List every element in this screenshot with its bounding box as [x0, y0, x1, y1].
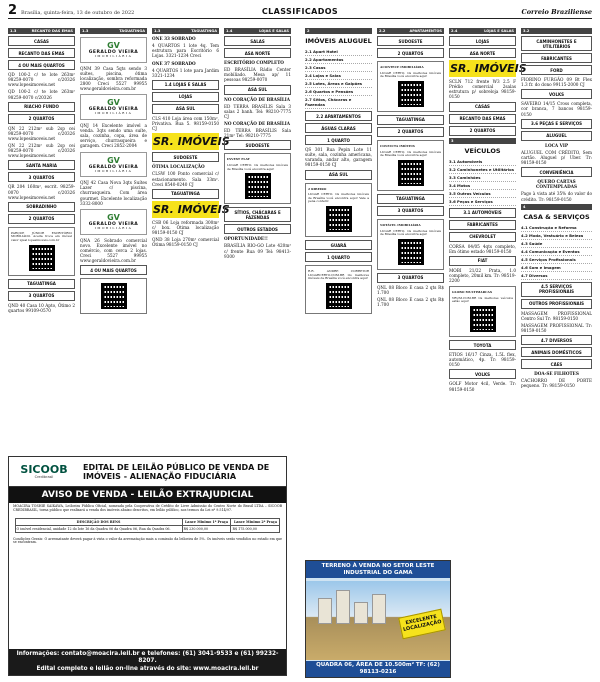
qr-ad: 2 RIBEIRO LUGAR CERTO. Os melhores imóveis de Brasília você encontra aqui! Vale a pena conferir.	[305, 183, 372, 238]
classified-ad: QN 22 212m² sub 2sp cei 98259-0070 c/20326 www.lopesimoveis.net	[8, 143, 75, 159]
classified-ad: QNL 08 Bloco E casa 2 qts R$ 1.700	[377, 297, 444, 308]
classified-ad: QNM 39 Casa 5qts sendo 3 suítes, piscina, ótima localização, sombra reformada 2800 Creci 5527 99955 www.geraldovieira.com.br	[80, 65, 147, 92]
subcategory-volks: VOLKS	[521, 89, 592, 99]
classified-ad: CLS 410 Loja área com 150m², Privativa. Rua 5. 98159-0150 CJ	[152, 115, 219, 132]
subcategory-2q: 2 QUARTOS	[8, 114, 75, 124]
subcategory-fiat: FIAT	[449, 256, 516, 266]
ad-heading: NO CORAÇÃO DE BRASÍLIA	[224, 96, 291, 102]
subcategory-casas: CASAS	[449, 102, 516, 112]
subcategory-lojas: LOJAS	[152, 92, 219, 102]
category-bar: 1.3 TAGUATINGA	[154, 29, 217, 33]
subcategory-sudoeste: SUDOESTE	[224, 140, 291, 150]
subcategory-taguatinga: TAGUATINGA	[152, 189, 219, 199]
subcategory-fabricantes: FABRICANTES	[521, 53, 592, 63]
subcategory-animais: ANIMAIS DOMÉSTICOS	[521, 347, 592, 357]
column-4	[224, 26, 291, 451]
qr-ad: CONVICTA IMÓVEIS LUGAR CERTO. Os melhores imóveis de Brasília você encontra aqui!	[377, 140, 444, 191]
auction-banner: AVISO DE VENDA - LEILÃO EXTRAJUDICIAL	[9, 487, 286, 503]
subcategory-1q: 1 QUARTO	[305, 135, 372, 145]
subcategory-salas: SALAS	[224, 36, 291, 46]
subcategory-sobradinho: SOBRADINHO	[8, 202, 75, 212]
subcategory-chevrolet: CHEVROLET	[449, 232, 516, 242]
subcategory-toyota: TOYOTA	[449, 340, 516, 350]
subcategory-sudoeste: SUDOESTE	[377, 36, 444, 46]
classified-ad: QNL 08 Bloco E casa 2 qts R$ 1.700	[377, 284, 444, 296]
qr-ad: NOTÁVEL IMOBILIÁRIA LUGAR CERTO. Os melhores imóveis de Brasília você encontra aqui!	[377, 219, 444, 270]
subcategory-2q: 2 QUARTOS	[377, 48, 444, 58]
classified-ad: QND 38 Loja 270m² comercial Ótima 98159-0150 CJ	[152, 237, 219, 248]
subcategory-outros-prof: OUTROS PROFISSIONAIS	[521, 299, 592, 309]
subcategory-fabricantes: FABRICANTES	[449, 220, 516, 230]
terreno-title: TERRENO À VENDA NO SETOR LESTE INDUSTRIAL DO GAMA	[306, 561, 450, 578]
subcategory-asa-norte: ASA NORTE	[224, 48, 291, 58]
subcategory-volks: VOLKS	[449, 369, 516, 379]
ad-heading: LOCA VIP	[545, 142, 568, 148]
subcategory-sudoeste: SUDOESTE	[152, 152, 219, 162]
subcategory-taguatinga: TAGUATINGA	[377, 194, 444, 204]
sicoob-auction-ad	[8, 456, 287, 676]
category-bar: 2.2 APARTAMENTOS	[379, 29, 442, 33]
classified-ad: QS 301 Rua Pepin Lote 11 suíte, sala, cozinha americana, varanda, andar alto, garagem 98159-0150 CJ	[305, 147, 372, 168]
qr-ad: PARQUE JÚNIOR ESCRITÓRIO MOBILIÁDO. Aceita troca em imóvel valor igual lopesimoveis.com.br	[8, 227, 75, 276]
subcategory-diversos: 4.7 DIVERSOS	[521, 335, 592, 345]
classified-ad: Pago à vista até 35% do valor do crédito. Tr: 98159-0150	[521, 191, 592, 202]
subcategory-recanto: RECANTO DAS EMAS	[449, 114, 516, 124]
classified-ad: MASSAGEM PROFISSIONAL Tr: 98159-0150	[521, 322, 592, 333]
classified-ad: SAVEIRO 14/15 Cross completa, cor branca, 7 bancos 98159-0150	[521, 101, 592, 117]
classified-ad: QR 204 160m², escrit. 98259-0070 c/20326 www.lopesimoveis.net	[8, 184, 75, 200]
subcategory-3q: 3 QUARTOS	[8, 291, 75, 301]
category-bar: 1.3 RECANTO DAS EMAS	[10, 29, 73, 33]
subcategory-aguas-claras: ÁGUAS CLARAS	[305, 123, 372, 133]
subcategory-aluguel: ALUGUEL	[521, 131, 592, 141]
classified-ad: ALUGUEL COM CRÉDITO, Sem cartão. Aluguel p/ Uber. Tr: 98159-0150	[521, 149, 592, 165]
subcategory-conveniencia: CONVENIÊNCIA	[521, 167, 592, 177]
classified-ad: 4 QUARTOS 1 lote para Jardim 3321-1234	[152, 67, 219, 78]
classified-ad: CORSA 04/05 4qts completo, Em ótimo estado 98159-0150	[449, 243, 516, 254]
geraldo-vieira-logo: GV GERALDO VIEIRA IMOBILIÁRIA	[80, 152, 147, 178]
column-3	[152, 26, 230, 451]
classified-ad: GOLF Motor 4cil, Verde. Tr: 98159-0150	[449, 381, 516, 392]
qr-code-icon	[101, 283, 127, 309]
section-index: 3.1 Automóveis 3.2 Caminhonetes e Utilitários 3.3 Caminhões 3.4 Motos 3.5 Outros Veículos 3.6 Peças e Serviços	[449, 158, 515, 204]
subcategory-taguatinga: TAGUATINGA	[377, 115, 444, 125]
classified-ad: SCLN 712 frente W3 2.5 F Prédio comercial 2salas estrutura p/ sobreloja 98159-0150	[449, 79, 516, 100]
classified-ad: MOBI 21/22 Prata, 1.0 completo, 20mil km. Tr: 98519-2200	[449, 267, 516, 283]
classified-ad: QNA 26 Sobrado comercial novo. Excelente imóvel no comércio, com cerca 2 lojas. Creci 5527 99955 www.geraldovieira.com.br	[80, 237, 147, 263]
subcategory-casas: CASAS	[8, 36, 75, 46]
subcategory-3q: 3 QUARTOS	[8, 172, 75, 182]
table-row: O imóvel residencial, unidade 12 do lote 16 da Quadra 06 da Quadra 06, Rua da Quadra 06. R$ 230.000,00 R$ 175.000,00	[15, 525, 280, 532]
ad-heading: OPORTUNIDADE!!	[224, 236, 268, 242]
auction-text: Condições Gerais: O arrematante deverá pagar à vista o valor da arrematação mais a comissão da leiloeira de 5%. Os imóveis serão vendidos no estado em que se encontram.	[13, 536, 282, 545]
qr-code-icon	[326, 283, 352, 309]
sr-imoveis-logo: SR. IMÓVEIS	[153, 135, 230, 149]
qr-code-icon	[29, 245, 55, 271]
ad-heading: ESCRITÓRIO COMPLETO	[224, 60, 284, 65]
subcategory-lojas-salas: 1.4 LOJAS E SALAS	[152, 80, 219, 90]
category-bar: 2.4 LOJAS E SALAS	[451, 29, 514, 33]
qr-ad: R.R. ANDRE CORRETOR LUGARCERTO.COM.BR Os melhores imóveis de Brasília você encontra aqui!	[305, 265, 372, 314]
classified-ad: ED BRASÍLIA Rádio Center mobiliado. Mesa ap/ 11 pessoas 98259-0070	[224, 67, 291, 83]
ad-heading: ONE 33 SOBRADO	[152, 36, 196, 41]
qr-code-icon	[398, 239, 424, 265]
section-index: 4.1 Construção e Reforma 4.2 Moda, Vestuário e Beleza 4.3 Saúde 4.4 Comunicação e Eventos 4.5 Serviços Profissionais 4.6 Som e Imagem 4.7 Diversos	[521, 224, 592, 280]
subcategory-caminhonetes: CAMINHONETES E UTILITÁRIOS	[521, 36, 592, 51]
column-8	[521, 26, 592, 678]
subcategory-guara: GUARÁ	[305, 240, 372, 250]
qr-code-icon	[398, 160, 424, 186]
classified-ad: QD 100-2 c/ te lote 263m² 98259-0070 c/20326 www.lopesimoveis.net	[8, 72, 75, 88]
section-title: CLASSIFICADOS	[261, 7, 339, 16]
subcategory-4q: 4 OU MAIS QUARTOS	[80, 265, 147, 275]
subcategory-automoveis: 3.1 AUTOMÓVEIS	[449, 208, 516, 218]
qr-ad: INVEST FLAT LUGAR CERTO. Os melhores imóveis de Brasília você encontra aqui!	[224, 153, 291, 204]
subcategory-1q: 1 QUARTO	[305, 252, 372, 262]
subcategory-sitios: SÍTIOS, CHÁCARAS E FAZENDAS	[224, 207, 291, 222]
classified-ad: MASSAGEM PROFISSIONAL Centro Sul Tr: 98159-0150	[521, 310, 592, 321]
category-bar: 4	[521, 204, 592, 210]
brand-logo: Correio Braziliense	[521, 8, 592, 16]
classified-ad: QD 100-2 c/ te lote 263m² 98259-0070 c/20326	[8, 89, 75, 100]
column-1	[8, 26, 75, 451]
category-bar: 1.4 LOJAS E SALAS	[226, 29, 289, 33]
excelente-localizacao-badge: EXCELENTE LOCALIZAÇÃO	[398, 609, 446, 640]
qr-code-icon	[470, 306, 496, 332]
auction-text: MOACIRA TOSHIE SAIKAWA, Leiloeira Pública Oficial, nomeada pela Cooperativa de Crédito de Livre Admissão do Centro Norte do Brasil LTDA – SICOOB CREDIBRASIL, torna público que realizará a venda dos imóveis abaixo descritos, em leilão público, nos termos da Lei nº 9.514/97.	[13, 504, 282, 512]
qr-ad	[80, 278, 147, 314]
terreno-contact: QUADRA 06, ÁREA DE 10.500m² TF: (62) 98113-0216	[306, 661, 450, 677]
ad-heading: ONE 37 SOBRADO	[152, 60, 196, 66]
ad-heading: NO CORAÇÃO DE BRASÍLIA	[224, 121, 291, 126]
classified-ad: QNJ 14 Excelente imóvel a venda. 3qts sendo uma suíte, sala, cozinha, copa, área de serviço, churrasqueira e garagem. Creci 2852-2004	[80, 122, 147, 149]
subcategory-asa-sul: ASA SUL	[152, 104, 219, 114]
subcategory-santa: SANTA MARIA	[8, 160, 75, 170]
qr-code-icon	[245, 173, 271, 199]
classified-ad: FIORINO FURGÃO 09 Bt Flex 1.3 fr. do dono 99115-2000 CJ	[521, 77, 592, 88]
subcategory-caes: CÃES	[521, 359, 592, 369]
subcategory-servicos: 4.5 SERVIÇOS PROFISSIONAIS	[521, 282, 592, 297]
subcategory-taguatinga: TAGUATINGA	[8, 279, 75, 289]
terreno-ad	[305, 560, 451, 678]
subcategory-2q: 2 QUARTOS	[449, 126, 516, 136]
column-6	[377, 26, 444, 556]
section-index: 2.1 Apart Hotel 2.2 Apartamentos 2.3 Casas 2.4 Lojas e Salas 2.5 Lotes, Áreas e Galpões 2.6 Quartos e Pensões 2.7 Sítios, Chácaras e Fazendas	[305, 48, 372, 109]
subcategory-riacho: RIACHO FUNDO	[8, 102, 75, 112]
column-7	[449, 26, 527, 678]
sr-imoveis-logo: SR. IMÓVEIS	[450, 62, 527, 75]
auction-table: DESCRIÇÃO DOS BENS Lance Mínimo 1ª Praça Lance Mínimo 2ª Praça O imóvel residencial, unidade 12 do lote 16 da Quadra 06 da Quadra 06, Rua da Quadra 06. R$ 230.000,00 R$ 175.000,00	[15, 518, 281, 533]
auction-footer: Informações: contato@moacira.leil.br e telefones: (61) 3041-9533 e (61) 99232-8207. Edital completo e leilão on-line através do site: www.moacira.leil.br	[9, 649, 286, 676]
subcategory-ford: FORD	[521, 65, 592, 75]
qr-code-icon	[326, 206, 352, 232]
qr-code-icon	[398, 81, 424, 107]
classified-ad: 4 QUARTOS 1 lote 4q. Tem estrutura para Escritório 6 Lojas. 3321-1234 Creci	[152, 43, 219, 59]
column-5	[305, 26, 372, 556]
subcategory-recanto: RECANTO DAS EMAS	[8, 48, 75, 58]
subcategory-2q: 2 QUARTOS	[8, 214, 75, 224]
classified-ad: QNJ 42 Casa Nova 3qts Suítes Lazer c/ piscina, churrasqueira. Com área gourmet. Excelente localização 3332-8000	[80, 180, 147, 206]
sr-imoveis-logo: SR. IMÓVEIS	[153, 202, 230, 216]
subcategory-3q: 3 QUARTOS	[377, 206, 444, 216]
subcategory-asa-norte: ASA NORTE	[449, 48, 516, 58]
subcategory-outros: OUTROS ESTADOS	[224, 224, 291, 234]
classified-ad: BRASÍLIA RIO-GO Lote 420m² c/ frente Rua 09 Tel: 98413-9300	[224, 243, 291, 259]
page-header	[8, 5, 592, 19]
subcategory-apartamentos: 2.2 APARTAMENTOS	[305, 111, 372, 121]
auction-title: EDITAL DE LEILÃO PÚBLICO DE VENDA DE IMÓVEIS - ALIENAÇÃO FIDUCIÁRIA	[83, 462, 270, 481]
sicoob-logo: SICOOB Credibrasil	[20, 462, 68, 479]
category-bar: 3.2	[521, 28, 592, 34]
category-bar: 1.3 TAGUATINGA	[82, 29, 145, 33]
page-number: 2	[8, 3, 18, 18]
classified-ad: CLSW 100 Ponto comercial c/ estacionamento. Sala 33m². Creci 8540-0240 CJ	[152, 171, 219, 187]
subcategory-asa-sul: ASA SUL	[305, 170, 372, 180]
classified-ad: CSB 06 Loja reformada 300m² c/ box. Ótima localização 98159-0150 CJ	[152, 219, 219, 235]
ad-heading: QUERO CARTAS CONTEMPLADAS	[536, 179, 577, 190]
ad-heading: DOA-SE FILHOTES	[534, 371, 579, 377]
section-title-aluguel: IMÓVEIS ALUGUEL	[305, 37, 372, 45]
qr-ad: GLOBO MULTIMARCAS VRUM.COM.BR Os melhores veículos estão aqui!	[449, 286, 516, 337]
classified-ad: ETIOS 16/17 Cinza, 1.5L flex, automático, 4p. Tr: 98159-0150	[449, 352, 516, 368]
subcategory-2q: 2 QUARTOS	[377, 127, 444, 137]
subcategory-4q: 4 OU MAIS QUARTOS	[8, 60, 75, 70]
subcategory-3q: 3 QUARTOS	[377, 273, 444, 283]
qr-ad: ACONTECE IMOBILIÁRIA LUGAR CERTO. Os melhores imóveis de Brasília você encontra aqui!	[377, 61, 444, 112]
classified-ad: ED TERRA BRASÍLIS Sala 21m² Tel: 98210-7775	[224, 128, 291, 139]
column-2	[80, 26, 147, 451]
section-title-veiculos: VEÍCULOS	[464, 146, 501, 155]
geraldo-vieira-logo: GV GERALDO VIEIRA IMOBILIÁRIA	[80, 209, 147, 235]
page-date: Brasília, quinta-feira, 13 de outubro de 2022	[21, 9, 135, 16]
category-bar: 3	[449, 138, 516, 144]
section-title-casa-servicos: CASA & SERVIÇOS	[523, 212, 590, 221]
subcategory-pecas: 3.6 PEÇAS E SERVIÇOS	[521, 119, 592, 129]
subcategory-asa-sul: ASA SUL	[224, 85, 291, 95]
category-bar: 2	[305, 28, 372, 34]
classified-ad: QN 22 212m² sub 2sp cei 98259-0070 c/20326 www.lopesimoveis.net	[8, 125, 75, 141]
classified-ad: CACHORRO DE PORTE pequeno. Tr: 98159-0150	[521, 378, 592, 389]
geraldo-vieira-logo: GV GERALDO VIEIRA IMOBILIÁRIA	[80, 94, 147, 120]
subcategory-lojas: LOJAS	[449, 36, 516, 46]
geraldo-vieira-logo: GV GERALDO VIEIRA IMOBILIÁRIA	[80, 37, 147, 63]
ad-heading: ÓTIMA LOCALIZAÇÃO	[152, 164, 205, 170]
classified-ad: QND 40 Casa 10 Apto, Ótimo 2 quartos 99109-0570	[8, 302, 75, 313]
classified-ad: ED TERRA BRASÍLIS Sala 3 salas 2 banh. Tel: 98210-7775 CJ	[224, 103, 291, 119]
